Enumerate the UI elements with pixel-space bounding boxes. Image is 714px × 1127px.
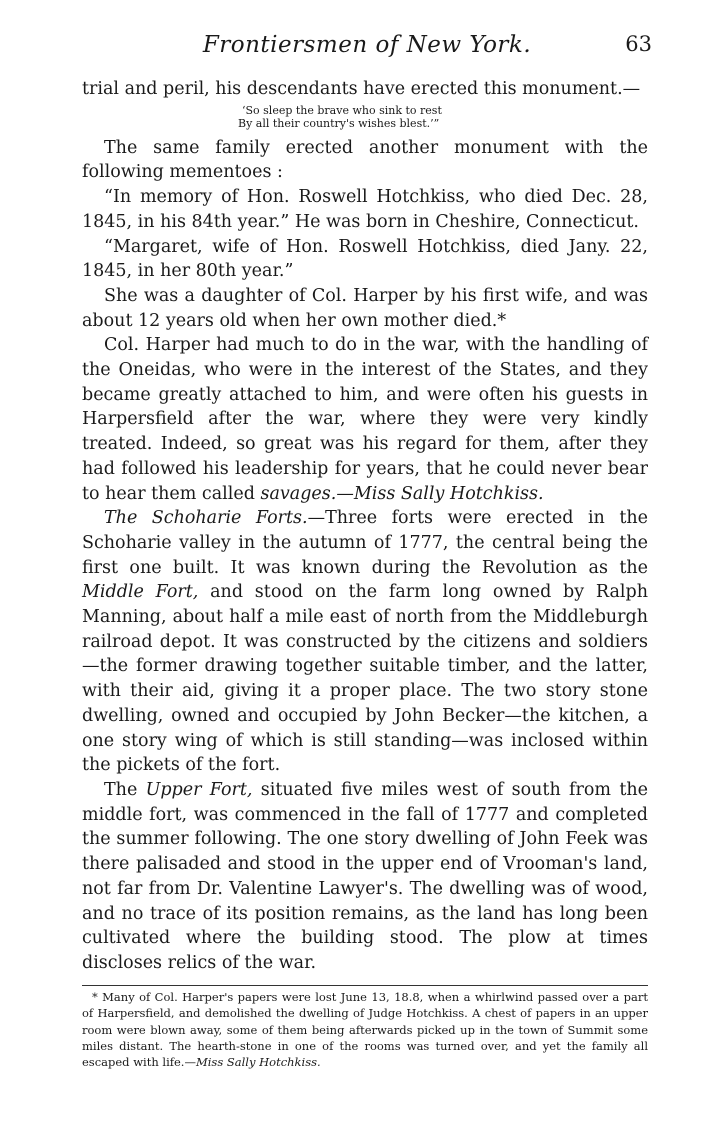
paragraph-text: —Three forts were erected in the Schoharie valley in the autumn of 1777, the central being the first one built. It was known during the Revolution as the bbox=[82, 508, 648, 578]
footnote-paragraph bbox=[82, 989, 648, 1070]
paragraph: trial and peril, his descendants have erected this monument.— bbox=[82, 79, 641, 99]
footnote-rule bbox=[82, 985, 648, 986]
paragraph-text: and stood on the farm long owned by Ralph Manning, about half a mile east of north from the Middleburgh railroad depot. It was constructed by the citizens and soldiers—the former drawing together suitable timber, and the latter, with their aid, giving it a proper place. The two story stone dwelling, owned and occupied by John Becker—the kitchen, a one story wing of which is still standing—was inclosed within the pickets of the fort. bbox=[82, 582, 649, 776]
footnote-text: * Many of Col. Harper's papers were lost June 13, 18.8, when a whirlwind passed over a part of Harpersfield, and demolished the dwelling of Judge Hotchkiss. A chest of papers in an upper room were blown away, some of them being afterwards picked up in the town of Summit some miles distant. The hearth-stone in one of the rooms was turned over, and yet the family all escaped with life.— bbox=[82, 990, 648, 1070]
paragraph: “Margaret, wife of Hon. Roswell Hotchkiss, died Jany. 22, 1845, in her 80th year.” bbox=[82, 236, 648, 282]
page-number: 63 bbox=[625, 32, 652, 56]
section-heading: The Schoharie Forts. bbox=[104, 508, 308, 529]
emphasis: Middle Fort, bbox=[82, 582, 199, 603]
footnote-attribution: Miss Sally Hotchkiss. bbox=[195, 1055, 321, 1070]
footnote bbox=[82, 989, 648, 1070]
emphasis: Upper Fort, bbox=[145, 779, 253, 800]
paragraph: She was a daughter of Col. Harper by his first wife, and was about 12 years old when her own mother died.* bbox=[82, 285, 648, 331]
paragraph bbox=[82, 506, 648, 778]
body-text bbox=[82, 77, 648, 976]
paragraph: “In memory of Hon. Roswell Hotchkiss, who died Dec. 28, 1845, in his 84th year.” He was born in Cheshire, Connecticut. bbox=[82, 187, 648, 232]
paragraph-text: Col. Harper had much to do in the war, with the handling of the Oneidas, who were in the interest of the States, and they became greatly attached to him, and were often his guests in Harpersfield after the war, where they were very kindly treated. Indeed, so great was his regard for them, after they had followed his leadership for years, that he could never bear to hear them called bbox=[82, 335, 648, 504]
paragraph bbox=[82, 778, 648, 976]
paragraph-text: The bbox=[104, 779, 146, 800]
verse-quote bbox=[238, 103, 648, 130]
paragraph bbox=[82, 333, 648, 506]
attribution: savages.—Miss Sally Hotchkiss. bbox=[260, 483, 544, 504]
page-header bbox=[82, 32, 652, 62]
verse-line: By all their country's wishes blest.’” bbox=[238, 116, 440, 130]
paragraph-text: situated five miles west of south from the middle fort, was commenced in the fall of 1777 and completed the summer following. The one story dwelling of John Feek was there palisaded and stood in the upper end of Vrooman's land, not far from Dr. Valentine Lawyer's. The dwelling was of wood, and no trace of its position remains, as the land has long been cultivated where the building stood. The plow at times discloses relics of the war. bbox=[82, 779, 648, 973]
paragraph: The same family erected another monument with the following mementoes : bbox=[82, 137, 648, 183]
verse-line: ‘So sleep the brave who sink to rest bbox=[242, 103, 442, 117]
running-title: Frontiersmen of New York. bbox=[202, 32, 532, 58]
